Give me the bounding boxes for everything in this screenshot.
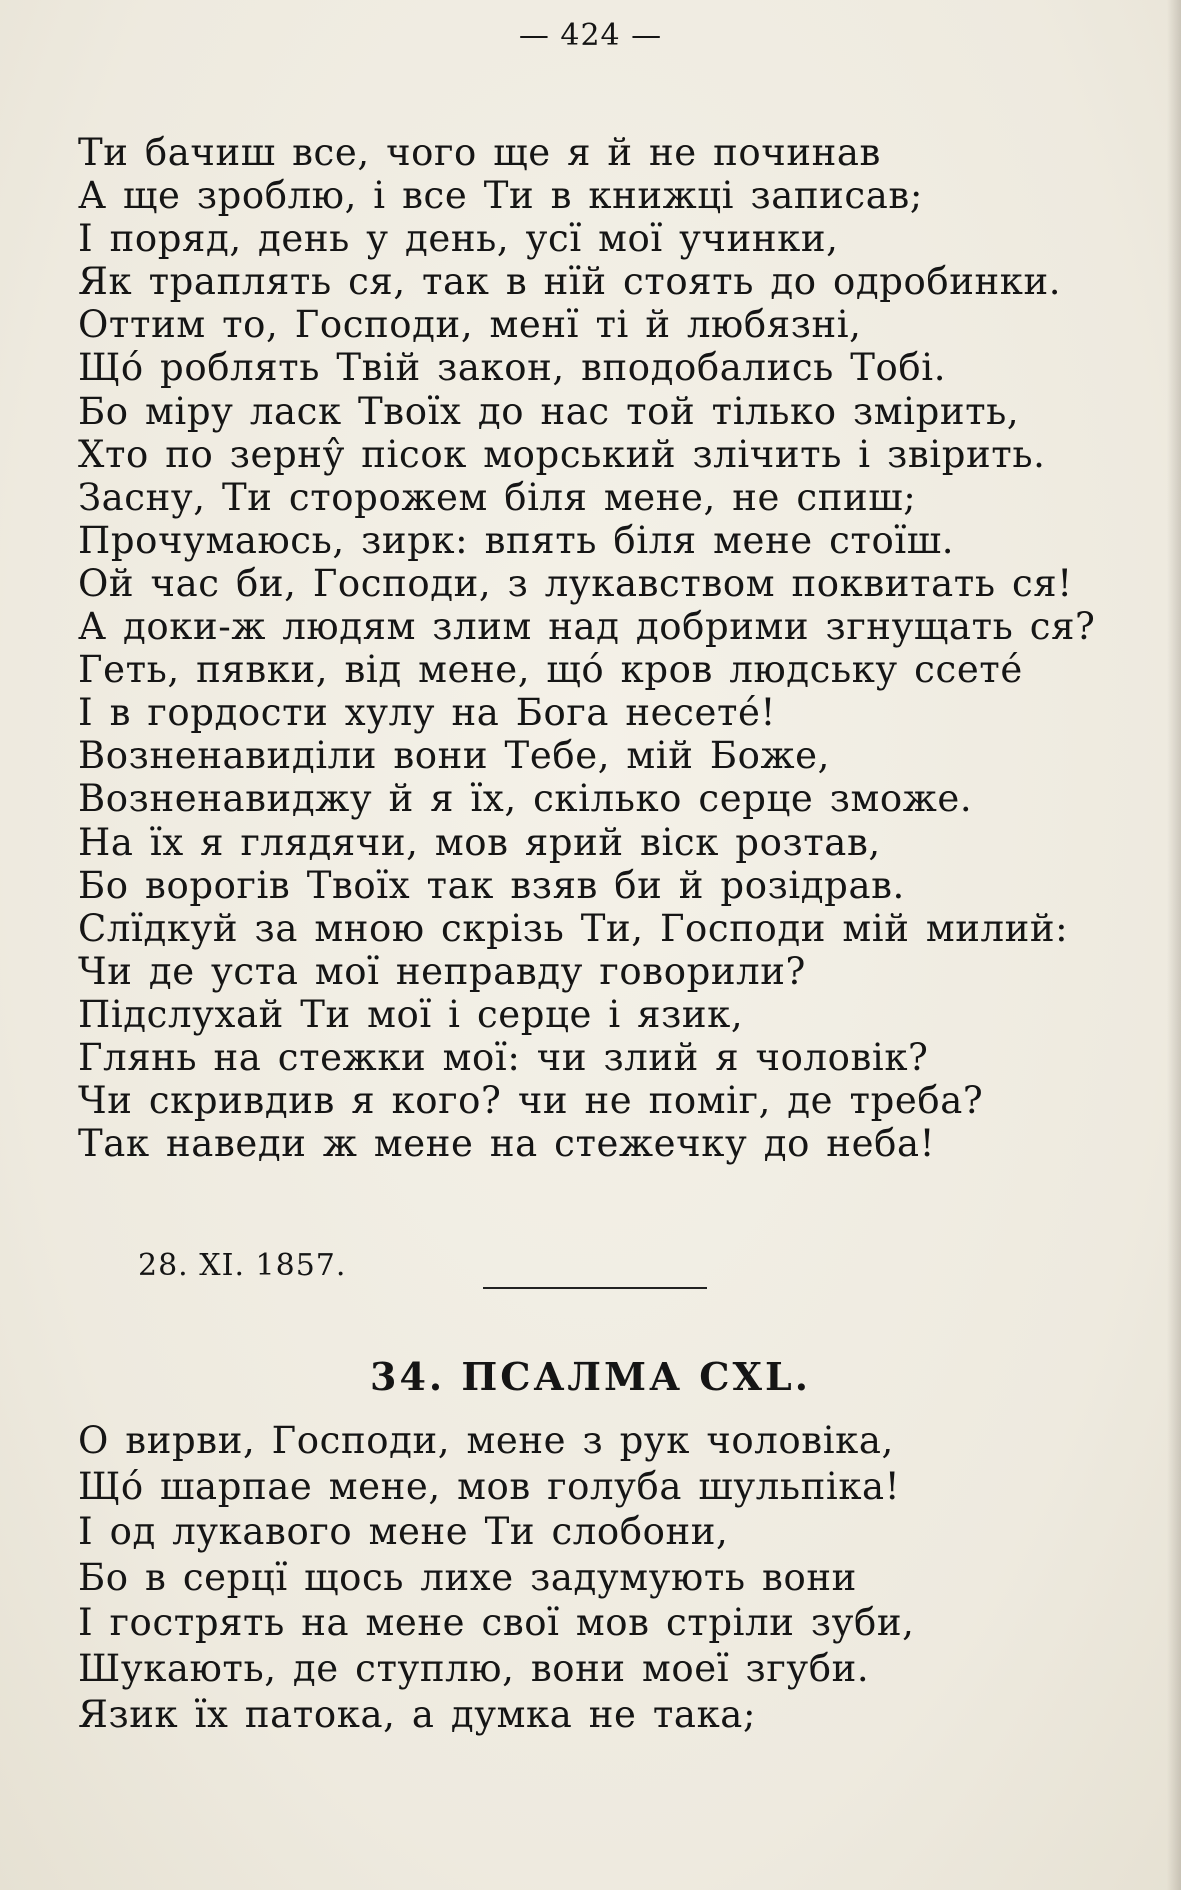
poem-line: Чи скривдив я кого? чи не поміг, де треба? xyxy=(78,1079,984,1123)
poem-line: Шукають, де ступлю, вони моеї згуби. xyxy=(78,1646,870,1690)
page-number: — 424 — xyxy=(518,18,663,53)
poem-line: І поряд, день у день, усї мої учинки, xyxy=(78,217,839,261)
poem-line: Хто по зерну̂ пісок морський злічить і звірить. xyxy=(78,432,1046,476)
poem-line: І в гордости хулу на Бога несетé! xyxy=(78,691,777,735)
page-edge-shadow xyxy=(1167,0,1181,1890)
poem-line: Щó шарпае мене, мов голуба шульпіка! xyxy=(78,1464,901,1508)
section-divider xyxy=(483,1287,707,1289)
poem-line: Язик їх патока, а думка не така; xyxy=(78,1692,757,1736)
poem-date: 28. XI. 1857. xyxy=(138,1248,347,1283)
poem-line: Слїдкуй за мною скрізь Ти, Господи мій милий: xyxy=(78,906,1069,950)
poem-line: Ти бачиш все, чого ще я й не починав xyxy=(78,131,881,174)
poem-line: Возненавиджу й я їх, скілько серце зможе. xyxy=(78,777,973,821)
poem-line: А доки-ж людям злим над добрими згнущать ся? xyxy=(78,605,1096,649)
poem-line: О вирви, Господи, мене з рук чоловіка, xyxy=(78,1419,894,1462)
poem-line: Глянь на стежки мої: чи злий я чоловік? xyxy=(78,1035,929,1079)
psalm-heading: 34. ПСАЛМА CXL. xyxy=(370,1354,811,1399)
poem-text-part-2 xyxy=(78,1418,914,1737)
poem-line: Ой час би, Господи, з лукавством поквитать ся! xyxy=(78,561,1073,605)
poem-line: Підслухай Ти мої і серце і язик, xyxy=(78,992,744,1036)
poem-line: Бо в серцї щось лихе задумують вони xyxy=(78,1555,857,1599)
poem-line: Так наведи ж мене на стежечку до неба! xyxy=(78,1122,936,1166)
poem-line: Засну, Ти сторожем біля мене, не спиш; xyxy=(78,475,917,519)
poem-line: І од лукавого мене Ти слобони, xyxy=(78,1510,729,1554)
poem-line: Возненавиділи вони Тебе, мій Боже, xyxy=(78,734,831,778)
poem-line: Бо ворогів Твоїх так взяв би й розідрав. xyxy=(78,863,905,907)
poem-line: Бо міру ласк Твоїх до нас той тілько змірить, xyxy=(78,389,1020,433)
poem-line: На їх я глядячи, мов ярий віск розтав, xyxy=(78,820,881,864)
poem-line: Чи де уста мої неправду говорили? xyxy=(78,949,806,993)
poem-line: А ще зроблю, і все Ти в книжці записав; xyxy=(78,174,923,218)
poem-line: І гострять на мене свої мов стріли зуби, xyxy=(78,1601,915,1645)
poem-line: Як траплять ся, так в нїй стоять до одробинки. xyxy=(78,260,1062,304)
poem-line: Геть, пявки, від мене, щó кров людську ссетé xyxy=(78,648,1023,692)
poem-text-part-1 xyxy=(78,131,1095,1165)
poem-line: Оттим то, Господи, менї ті й любязні, xyxy=(78,303,862,347)
poem-line: Прочумаюсь, зирк: впять біля мене стоїш. xyxy=(78,518,955,562)
poem-line: Щó роблять Твій закон, вподобались Тобі. xyxy=(78,346,947,390)
